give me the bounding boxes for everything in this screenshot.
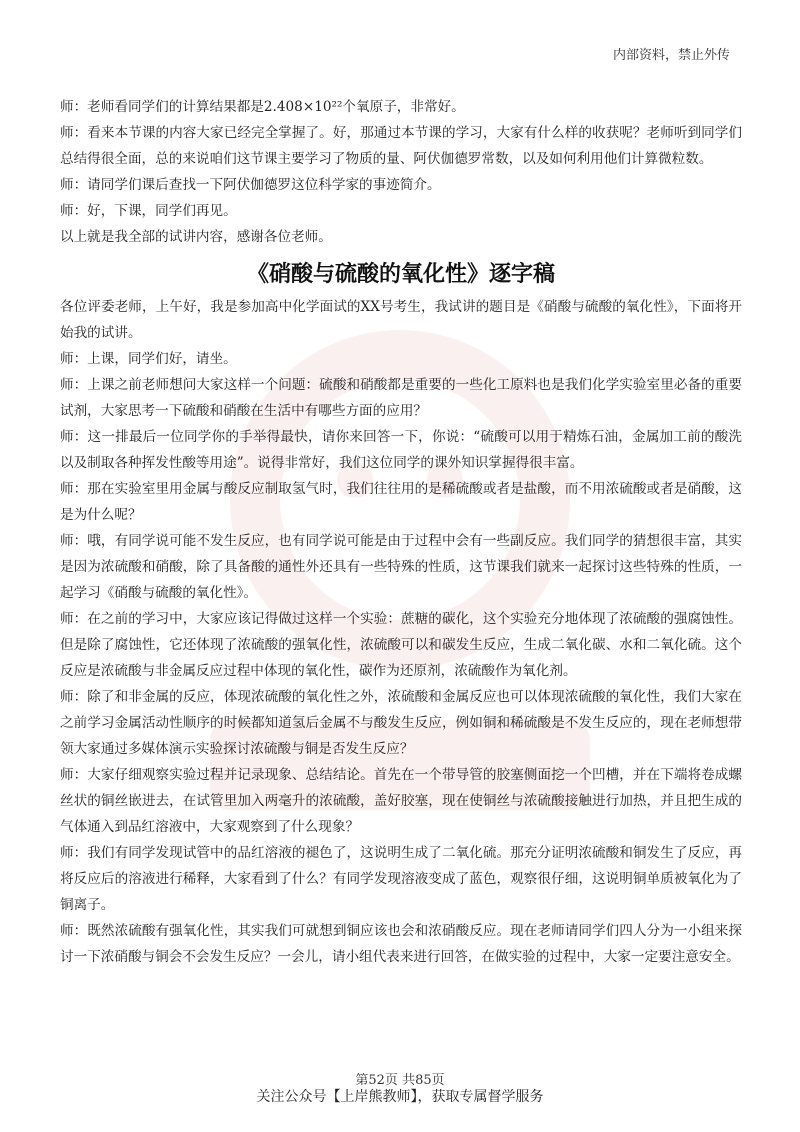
paragraph: 师：看来本节课的内容大家已经完全掌握了。好，那通过本节课的学习，大家有什么样的收获呢？老师听到同学们总结得很全面，总的来说咱们这节课主要学习了物质的量、阿伏伽德罗常数，以及如何利用他们计算微粒数。 xyxy=(60,125,742,167)
paragraph: 师：在之前的学习中，大家应该记得做过这样一个实验：蔗糖的碳化，这个实验充分地体现了浓硫酸的强腐蚀性。但是除了腐蚀性，它还体现了浓硫酸的强氧化性，浓硫酸可以和碳发生反应，生成二氧化碳、水和二氧化硫。这个反应是浓硫酸与非金属反应过程中体现的氧化性，碳作为还原剂，浓硫酸作为氧化剂。 xyxy=(60,611,742,679)
paragraph: 师：大家仔细观察实验过程并记录现象、总结结论。首先在一个带导管的胶塞侧面挖一个凹槽，并在下端将卷成螺丝状的铜丝嵌进去，在试管里加入两毫升的浓硫酸，盖好胶塞，现在使铜丝与浓硫酸接触进行加热，并且把生成的气体通入到品红溶液中，大家观察到了什么现象？ xyxy=(60,767,742,835)
page-number: 第52页 共85页 xyxy=(355,1073,445,1088)
paragraph: 师：上课之前老师想问大家这样一个问题：硫酸和硝酸都是重要的一些化工原料也是我们化学实验室里必备的重要试剂，大家思考一下硫酸和硝酸在生活中有哪些方面的应用？ xyxy=(60,377,742,419)
document-content xyxy=(60,94,742,970)
paragraph: 师：那在实验室里用金属与酸反应制取氢气时，我们往往用的是稀硫酸或者是盐酸，而不用浓硫酸或者是硝酸，这是为什么呢？ xyxy=(60,481,742,523)
header-confidential-note: 内部资料，禁止外传 xyxy=(612,48,730,63)
paragraph: 师：我们有同学发现试管中的品红溶液的褪色了，这说明生成了二氧化硫。那充分证明浓硫酸和铜发生了反应，再将反应后的溶液进行稀释，大家看到了什么？有同学发现溶液变成了蓝色，观察很仔细，这说明铜单质被氧化为了铜离子。 xyxy=(60,845,742,913)
paragraph: 师：请同学们课后查找一下阿伏伽德罗这位科学家的事迹简介。 xyxy=(60,177,441,193)
paragraph: 师：这一排最后一位同学你的手举得最快，请你来回答一下，你说：“硫酸可以用于精炼石油，金属加工前的酸洗以及制取各种挥发性酸等用途”。说得非常好，我们这位同学的课外知识掌握得很丰富。 xyxy=(60,429,742,471)
paragraph: 师：除了和非金属的反应，体现浓硫酸的氧化性之外，浓硫酸和金属反应也可以体现浓硫酸的氧化性，我们大家在之前学习金属活动性顺序的时候都知道氢后金属不与酸发生反应，例如铜和稀硫酸是不发生反应的，现在老师想带领大家通过多媒体演示实验探讨浓硫酸与铜是否发生反应？ xyxy=(60,689,742,757)
paragraph: 各位评委老师，上午好，我是参加高中化学面试的XX号考生，我试讲的题目是《硝酸与硫酸的氧化性》，下面将开始我的试讲。 xyxy=(60,299,742,341)
paragraph: 师：上课，同学们好，请坐。 xyxy=(60,351,237,367)
paragraph: 师：好，下课，同学们再见。 xyxy=(60,203,237,219)
footer-promo: 关注公众号【上岸熊教师】，获取专属督学服务 xyxy=(256,1089,544,1105)
paragraph: 师：老师看同学们的计算结果都是2.408×10²²个氧原子，非常好。 xyxy=(60,99,465,115)
section-title: 《硝酸与硫酸的氧化性》逐字稿 xyxy=(246,261,555,287)
paragraph: 以上就是我全部的试讲内容，感谢各位老师。 xyxy=(60,229,332,245)
paragraph: 师：哦，有同学说可能不发生反应，也有同学说可能是由于过程中会有一些副反应。我们同学的猜想很丰富，其实是因为浓硫酸和硝酸，除了具备酸的通性外还具有一些特殊的性质，这节课我们就来一起探讨这些特殊的性质，一起学习《硝酸与硫酸的氧化性》。 xyxy=(60,533,742,601)
paragraph: 师：既然浓硫酸有强氧化性，其实我们可就想到铜应该也会和浓硝酸反应。现在老师请同学们四人分为一小组来探讨一下浓硝酸与铜会不会发生反应？一会儿，请小组代表来进行回答，在做实验的过程中，大家一定要注意安全。 xyxy=(60,923,742,965)
